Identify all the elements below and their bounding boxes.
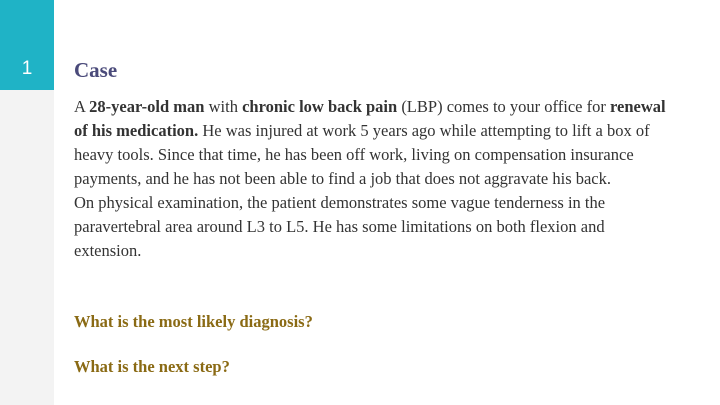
emphasis-age: 28-year-old man — [89, 97, 205, 116]
case-description — [74, 95, 674, 263]
question-next-step: What is the next step? — [74, 357, 230, 376]
emphasis-complaint: chronic low back pain — [242, 97, 398, 116]
slide-title: Case — [74, 58, 118, 82]
text-run: with — [204, 97, 243, 116]
case-paragraph-exam: On physical examination, the patient demonstrates some vague tenderness in the paravertebral area around L3 to L5. He has some limitations on both flexion and extension. — [74, 193, 606, 260]
text-run: (LBP) comes to your office for — [397, 97, 610, 116]
slide-number-tab — [0, 0, 54, 90]
text-run: A — [74, 97, 90, 116]
slide-number: 1 — [21, 58, 33, 79]
text-run: He was injured at work 5 years ago while attempting to lift a box of heavy tools. Since that time, he has been off work, living on compensation insurance payments, and he has not been able to find a job that does not aggravate his back. — [74, 121, 650, 188]
emphasis-reason: renewal of his medication. — [74, 97, 666, 140]
case-paragraph-history — [74, 95, 674, 191]
question-diagnosis: What is the most likely diagnosis? — [74, 312, 313, 331]
